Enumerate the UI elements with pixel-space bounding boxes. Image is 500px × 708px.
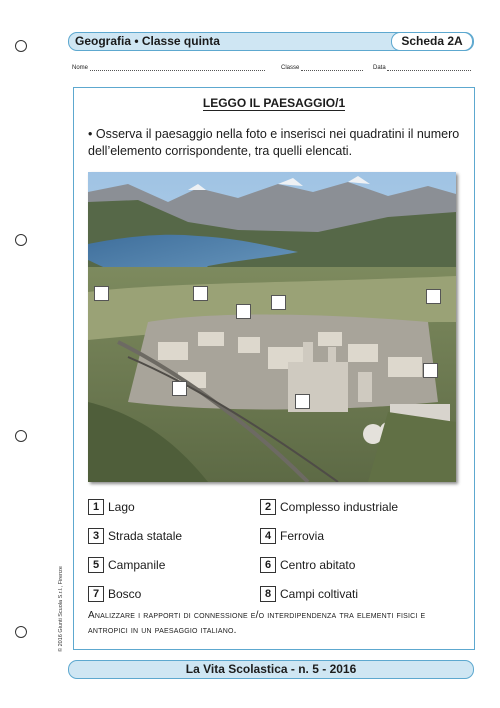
item-number: 7 bbox=[88, 586, 104, 602]
exercise-card bbox=[73, 87, 475, 650]
date-label: Data bbox=[373, 65, 386, 71]
item-label: Campanile bbox=[108, 557, 166, 572]
item-label: Bosco bbox=[108, 586, 142, 601]
item-label: Complesso industriale bbox=[280, 499, 399, 514]
class-label: Classe bbox=[281, 65, 300, 71]
instructions: • Osserva il paesaggio nella foto e inserisci nei quadratini il numero dell’elemento corrispondente, tra quelli elencati. bbox=[88, 127, 460, 158]
answer-box[interactable] bbox=[271, 295, 286, 310]
class-field[interactable] bbox=[281, 64, 363, 71]
list-item bbox=[260, 498, 398, 514]
copyright-notice: © 2016 Giunti Scuola S.r.l., Firenze bbox=[58, 566, 64, 652]
list-item bbox=[260, 556, 355, 572]
item-number: 4 bbox=[260, 528, 276, 544]
item-label: Strada statale bbox=[108, 528, 183, 543]
page-header bbox=[68, 32, 474, 51]
page-footer: La Vita Scolastica - n. 5 - 2016 bbox=[68, 660, 474, 679]
exercise-title-text: LEGGO IL PAESAGGIO/1 bbox=[202, 96, 346, 110]
subject-title: Geografia • Classe quinta bbox=[75, 34, 220, 48]
list-item bbox=[88, 585, 141, 601]
item-label: Campi coltivati bbox=[280, 586, 359, 601]
answer-box[interactable] bbox=[295, 394, 310, 409]
list-item bbox=[88, 498, 135, 514]
answer-box[interactable] bbox=[172, 381, 187, 396]
binder-hole bbox=[15, 626, 27, 638]
answer-box[interactable] bbox=[236, 304, 251, 319]
exercise-title bbox=[74, 96, 474, 110]
sheet-number: Scheda 2A bbox=[391, 32, 473, 51]
landscape-photo-image bbox=[88, 172, 456, 482]
item-label: Lago bbox=[108, 499, 135, 514]
name-field[interactable] bbox=[72, 64, 265, 71]
binder-hole bbox=[15, 234, 27, 246]
list-item bbox=[88, 556, 165, 572]
item-label: Centro abitato bbox=[280, 557, 356, 572]
name-label: Nome bbox=[72, 65, 89, 71]
binder-hole bbox=[15, 430, 27, 442]
binder-hole bbox=[15, 40, 27, 52]
answer-box[interactable] bbox=[193, 286, 208, 301]
answer-box[interactable] bbox=[423, 363, 438, 378]
answer-box[interactable] bbox=[426, 289, 441, 304]
item-label: Ferrovia bbox=[280, 528, 325, 543]
item-number: 8 bbox=[260, 586, 276, 602]
date-field[interactable] bbox=[373, 64, 471, 71]
learning-objective: Analizzare i rapporti di connessione e/o interdipendenza tra elementi fisici e antropici in un paesaggio italiano. bbox=[88, 610, 426, 636]
list-item bbox=[88, 527, 182, 543]
item-number: 6 bbox=[260, 557, 276, 573]
list-item bbox=[260, 527, 324, 543]
item-number: 1 bbox=[88, 499, 104, 515]
item-number: 5 bbox=[88, 557, 104, 573]
answer-box[interactable] bbox=[94, 286, 109, 301]
list-item bbox=[260, 585, 358, 601]
item-number: 3 bbox=[88, 528, 104, 544]
landscape-photo bbox=[88, 172, 456, 482]
item-number: 2 bbox=[260, 499, 276, 515]
